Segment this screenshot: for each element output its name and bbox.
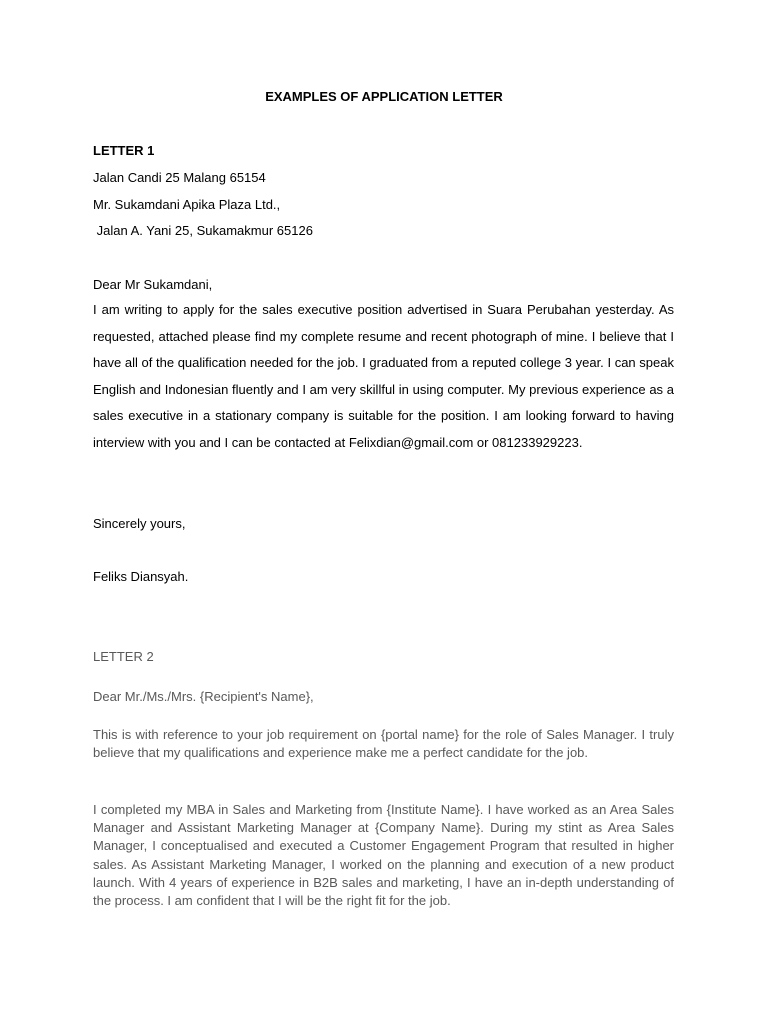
letter-2-paragraph-2: I completed my MBA in Sales and Marketing from {Institute Name}. I have worked as an Area Sales Manager and Assistant Marketing Manager at {Company Name}. During my stint as Area Sales Manager, I conceptualised and executed a Customer Engagement Program that resulted in higher sales. As Assistant Marketing Manager, I worked on the planning and execution of a new product launch. With 4 years of experience in B2B sales and marketing, I have an in-depth understanding of the process. I am confident that I will be the right fit for the job. [93,802,674,909]
letter-1-signature: Feliks Diansyah. [93,569,189,584]
letter-2-paragraph-1: This is with reference to your job requirement on {portal name} for the role of Sales Manager. I truly believe that my qualifications and experience make me a perfect candidate for the job. [93,727,674,761]
document-title: EXAMPLES OF APPLICATION LETTER [265,89,503,104]
letter-2-salutation: Dear Mr./Ms./Mrs. {Recipient's Name}, [93,689,314,704]
letter-2-heading: LETTER 2 [93,649,154,664]
letter-1-sender-address: Jalan Candi 25 Malang 65154 [93,170,266,185]
letter-1-recipient-name: Mr. Sukamdani Apika Plaza Ltd., [93,197,281,212]
letter-1-salutation: Dear Mr Sukamdani, [93,277,213,292]
letter-1-heading: LETTER 1 [93,143,155,158]
letter-1-body: I am writing to apply for the sales executive position advertised in Suara Perubahan yesterday. As requested, attached please find my complete resume and recent photograph of mine. I believe that I have all of the qualification needed for the job. I graduated from a reputed college 3 year. I can speak English and Indonesian fluently and I am very skillful in using computer. My previous experience as a sales executive in a stationary company is suitable for the position. I am looking forward to having interview with you and I can be contacted at Felixdian@gmail.com or 081233929223. [93,302,674,450]
letter-1-recipient-address: Jalan A. Yani 25, Sukamakmur 65126 [93,223,313,238]
letter-1-closing: Sincerely yours, [93,516,186,531]
